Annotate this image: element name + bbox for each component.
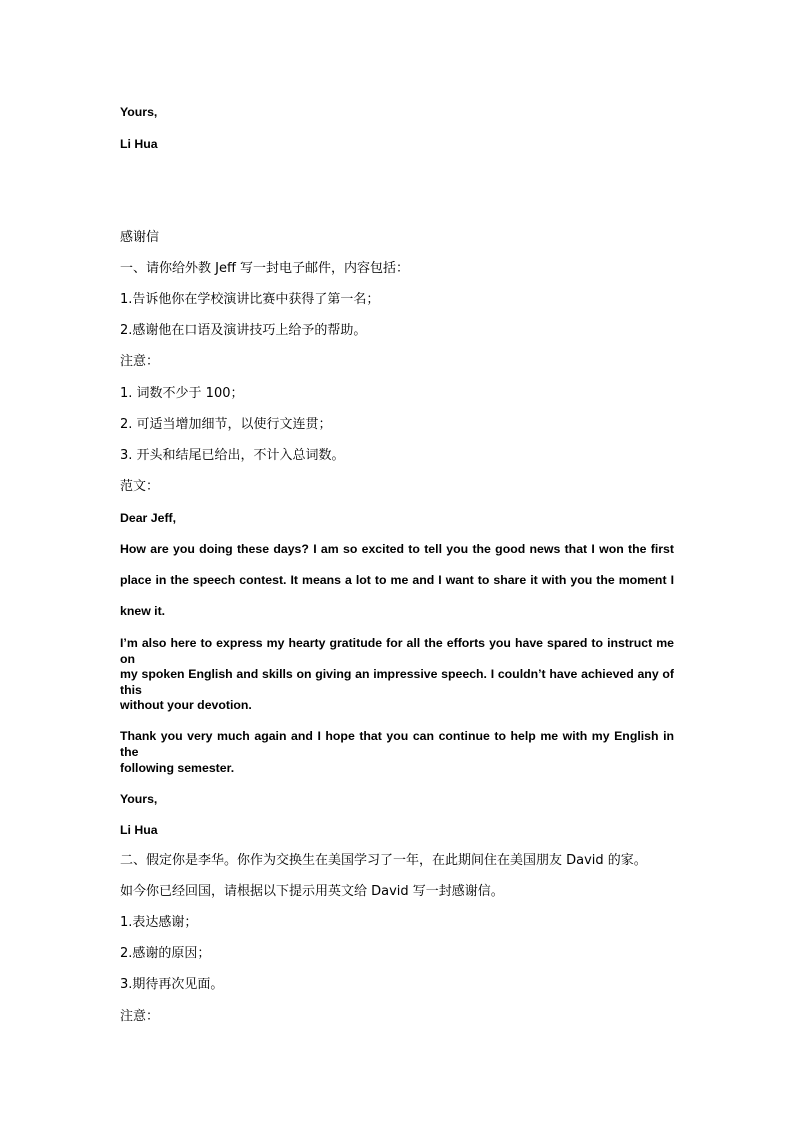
closing-name: Li Hua bbox=[120, 137, 158, 151]
letter-line: knew it. bbox=[120, 604, 166, 618]
task2-notes-label: 注意： bbox=[120, 1009, 160, 1024]
section-title: 感谢信 bbox=[120, 230, 160, 245]
task1-note-2: 2. 可适当增加细节，以使行文连贯； bbox=[120, 417, 332, 432]
letter-line: I’m also here to express my hearty gratitude for all the efforts you have spared to instruct me on bbox=[120, 636, 674, 666]
letter-line: place in the speech contest. It means a lot to me and I want to share it with you the moment I bbox=[120, 573, 674, 587]
letter-signature: Li Hua bbox=[120, 823, 158, 837]
task2-point-1: 1.表达感谢； bbox=[120, 915, 198, 930]
task2-heading-line1: 二、假定你是李华。你作为交换生在美国学习了一年，在此期间住在美国朋友 David 的家。 bbox=[120, 853, 647, 868]
sample-label: 范文： bbox=[120, 479, 160, 494]
letter-line: my spoken English and skills on giving an impressive speech. I couldn’t have achieved any of this bbox=[120, 667, 674, 697]
task1-heading: 一、请你给外教 Jeff 写一封电子邮件，内容包括： bbox=[120, 261, 410, 276]
task1-note-3: 3. 开头和结尾已给出，不计入总词数。 bbox=[120, 448, 345, 463]
task1-note-1: 1. 词数不少于 100； bbox=[120, 386, 244, 401]
task1-notes-label: 注意： bbox=[120, 354, 160, 369]
letter-line: Thank you very much again and I hope that you can continue to help me with my English in the bbox=[120, 729, 674, 759]
letter-greeting: Dear Jeff, bbox=[120, 511, 177, 525]
letter-closing: Yours, bbox=[120, 792, 158, 806]
task1-point-2: 2.感谢他在口语及演讲技巧上给予的帮助。 bbox=[120, 323, 367, 338]
task2-heading-line2: 如今你已经回国，请根据以下提示用英文给 David 写一封感谢信。 bbox=[120, 884, 504, 899]
closing-yours: Yours, bbox=[120, 105, 158, 119]
letter-line: without your devotion. bbox=[120, 698, 252, 712]
task2-point-2: 2.感谢的原因； bbox=[120, 946, 211, 961]
letter-line: How are you doing these days? I am so excited to tell you the good news that I won the first bbox=[120, 542, 674, 556]
task2-point-3: 3.期待再次见面。 bbox=[120, 977, 224, 992]
task1-point-1: 1.告诉他你在学校演讲比赛中获得了第一名； bbox=[120, 292, 380, 307]
letter-line: following semester. bbox=[120, 761, 235, 775]
